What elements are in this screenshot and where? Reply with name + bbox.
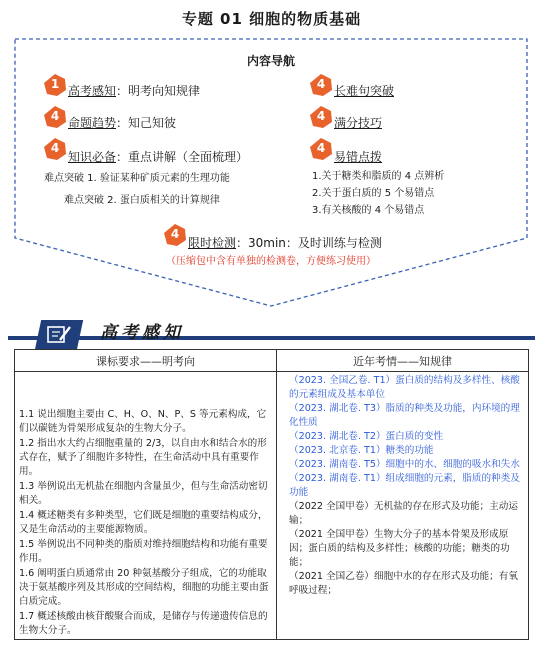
nav-item-long-sentence[interactable]: 长难句突破 bbox=[334, 84, 395, 98]
difficulty-line-1[interactable]: 难点突破 1. 验证某种矿质元素的生理功能 bbox=[44, 173, 230, 184]
exam-item: （2023. 湖南卷. T5）细胞中的水、细胞的吸水和失水 bbox=[289, 459, 520, 470]
table-row bbox=[15, 372, 529, 640]
badge-icon: 1 bbox=[44, 74, 66, 96]
content-navigation-box bbox=[14, 38, 528, 308]
difficulty-line-2[interactable]: 难点突破 2. 蛋白质相关的计算规律 bbox=[64, 195, 220, 206]
nav-item-skills[interactable]: 满分技巧 bbox=[334, 116, 383, 130]
nav-item-gaokao[interactable]: 高考感知：明考向知规律 bbox=[68, 84, 201, 98]
curriculum-item: 1.1 说出细胞主要由 C、H、O、N、P、S 等元素构成，它们以碳链为骨架形成复杂的生物大分子。 bbox=[19, 409, 267, 434]
banner-bar bbox=[8, 336, 535, 340]
nav-item-knowledge[interactable]: 知识必备：重点讲解（全面梳理） bbox=[68, 150, 249, 164]
exam-item: （2023. 湖北卷. T2）蛋白质的变性 bbox=[289, 431, 444, 442]
exam-cell bbox=[277, 372, 529, 640]
nav-item-errors[interactable]: 易错点拨 bbox=[334, 150, 383, 164]
exam-item: （2023. 湖北卷. T3）脂质的种类及功能，内环境的理化性质 bbox=[289, 403, 520, 428]
curriculum-item: 1.2 指出水大约占细胞重量的 2/3，以自由水和结合水的形式存在，赋予了细胞许多特性，在生命活动中具有重要作用。 bbox=[19, 438, 267, 477]
page-title: 专题 01 细胞的物质基础 bbox=[181, 10, 362, 28]
nav-item-timed-test[interactable]: 限时检测：30min：及时训练与检测 bbox=[188, 236, 382, 250]
header-recent-exams: 近年考情——知规律 bbox=[277, 350, 529, 372]
badge-icon: 4 bbox=[164, 224, 186, 246]
curriculum-item: 1.4 概述糖类有多种类型，它们既是细胞的重要结构成分，又是生命活动的主要能源物质。 bbox=[19, 510, 268, 535]
curriculum-cell bbox=[15, 372, 277, 640]
table-header-row bbox=[15, 350, 529, 372]
exam-item: （2023. 湖南卷. T1）组成细胞的元素，脂质的种类及功能 bbox=[289, 473, 520, 498]
error-line-1[interactable]: 1.关于糖类和脂质的 4 点辨析 bbox=[312, 171, 445, 182]
download-note: （压缩包中含有单独的检测卷，方便练习使用） bbox=[166, 256, 376, 267]
exam-item: （2023. 北京卷. T1）糖类的功能 bbox=[289, 445, 434, 456]
exam-item: （2021 全国甲卷）生物大分子的基本骨架及形成原因；蛋白质的结构及多样性；核酸的功能；糖类的功能； bbox=[289, 529, 510, 568]
requirements-table bbox=[14, 349, 529, 640]
exam-item: （2023. 全国乙卷. T1）蛋白质的结构及多样性、核酸的元素组成及基本单位 bbox=[289, 375, 520, 400]
nav-item-trend[interactable]: 命题趋势：知己知彼 bbox=[68, 116, 177, 130]
badge-icon: 4 bbox=[310, 74, 332, 96]
badge-icon: 4 bbox=[44, 106, 66, 128]
header-curriculum: 课标要求——明考向 bbox=[15, 350, 277, 372]
section-banner bbox=[8, 318, 535, 348]
exam-item: （2022 全国甲卷）无机盐的存在形式及功能；主动运输； bbox=[289, 501, 518, 526]
edit-icon bbox=[35, 320, 83, 350]
error-line-3[interactable]: 3.有关核酸的 4 个易错点 bbox=[312, 205, 425, 216]
curriculum-item: 1.3 举例说出无机盐在细胞内含量虽少，但与生命活动密切相关。 bbox=[19, 481, 268, 506]
badge-icon: 4 bbox=[310, 138, 332, 160]
nav-heading: 内容导航 bbox=[246, 54, 295, 68]
section-heading: 高考感知 bbox=[100, 323, 184, 343]
exam-item: （2021 全国乙卷）细胞中水的存在形式及功能；有氧呼吸过程； bbox=[289, 571, 518, 596]
badge-icon: 4 bbox=[44, 138, 66, 160]
curriculum-item: 1.6 阐明蛋白质通常由 20 种氨基酸分子组成，它的功能取决于氨基酸序列及其形成的空间结构，细胞的功能主要由蛋白质完成。 bbox=[19, 568, 269, 607]
badge-icon: 4 bbox=[310, 106, 332, 128]
curriculum-item: 1.7 概述核酸由核苷酸聚合而成，是储存与传递遗传信息的生物大分子。 bbox=[19, 611, 268, 636]
curriculum-item: 1.5 举例说出不同种类的脂质对维持细胞结构和功能有重要作用。 bbox=[19, 539, 268, 564]
error-line-2[interactable]: 2.关于蛋白质的 5 个易错点 bbox=[312, 188, 435, 199]
